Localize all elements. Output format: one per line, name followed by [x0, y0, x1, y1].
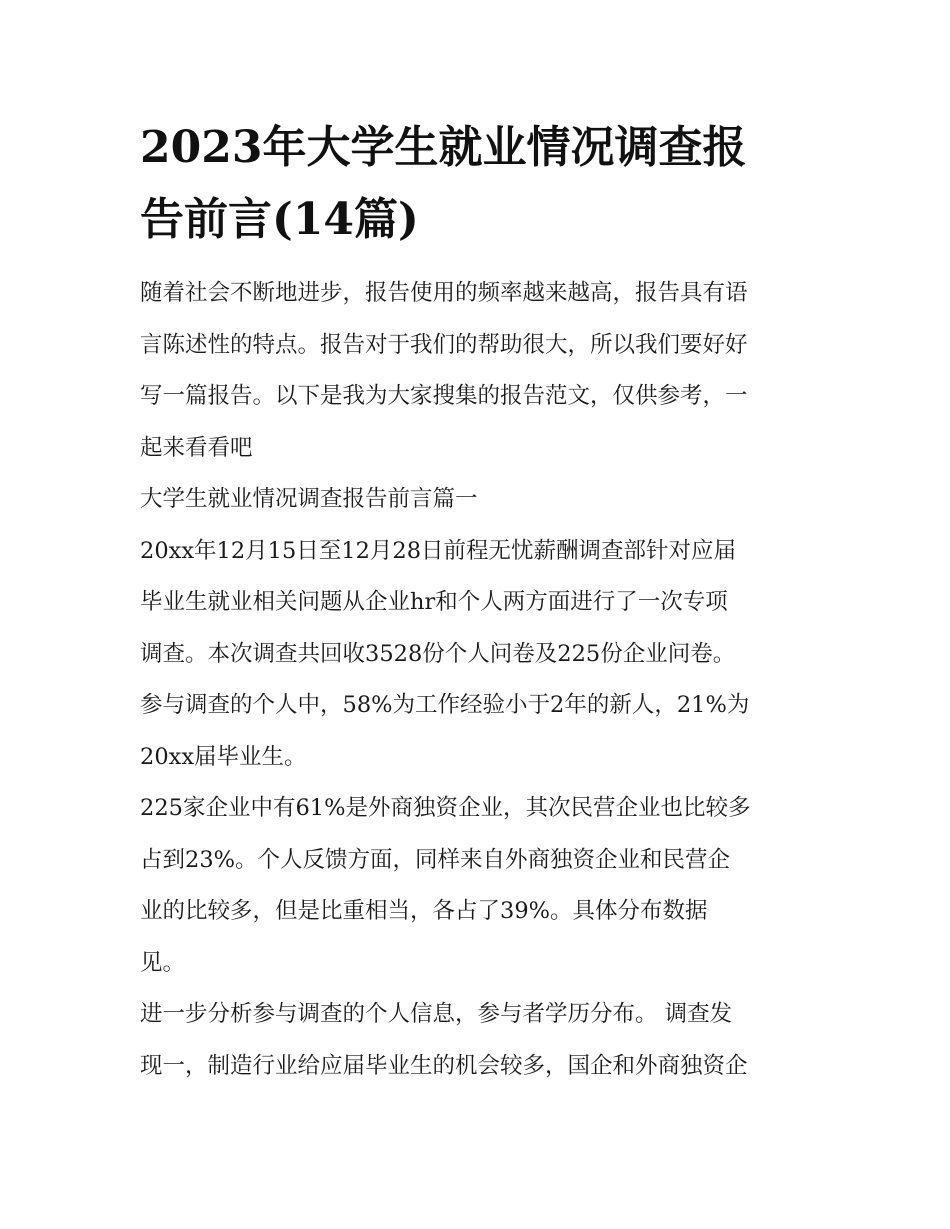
text-line: 占到23%。个人反馈方面，同样来自外商独资企业和民营企 — [140, 846, 731, 873]
paragraph-analysis — [140, 989, 816, 1092]
text-line: 进一步分析参与调查的个人信息，参与者学历分布。 调查发 — [140, 1001, 733, 1027]
text-line: 参与调查的个人中，58%为工作经验小于2年的新人，21%为 — [140, 692, 750, 718]
title-line: 2023年大学生就业情况调查报 — [140, 122, 747, 173]
text-line: 大学生就业情况调查报告前言篇一 — [140, 486, 478, 512]
text-line: 毕业生就业相关问题从企业hr和个人两方面进行了一次专项 — [140, 589, 728, 615]
document-content — [140, 112, 816, 1092]
text-line: 业的比较多，但是比重相当，各占了39%。具体分布数据 — [140, 898, 708, 924]
text-line: 见。 — [140, 949, 186, 976]
text-line: 随着社会不断地进步，报告使用的频率越来越高，报告具有语 — [140, 280, 748, 306]
text-line: 现一，制造行业给应届毕业生的机会较多，国企和外商独资企 — [140, 1052, 748, 1079]
text-line: 20xx年12月15日至12月28日前程无忧薪酬调查部针对应届 — [140, 537, 737, 564]
title-line: 告前言(14篇) — [140, 194, 419, 245]
document-body — [140, 268, 816, 1092]
text-line: 言陈述性的特点。报告对于我们的帮助很大，所以我们要好好 — [140, 331, 748, 358]
text-line: 调查。本次调查共回收3528份个人问卷及225份企业问卷。 — [140, 640, 736, 667]
text-line: 起来看看吧 — [140, 434, 253, 461]
text-line: 20xx届毕业生。 — [140, 743, 307, 770]
paragraph-intro — [140, 268, 816, 474]
document-title — [140, 112, 816, 256]
text-line: 写一篇报告。以下是我为大家搜集的报告范文，仅供参考，一 — [140, 383, 748, 409]
section-heading — [140, 474, 816, 526]
text-line: 225家企业中有61%是外商独资企业，其次民营企业也比较多 — [140, 795, 751, 821]
paragraph-enterprises — [140, 783, 816, 989]
paragraph-survey — [140, 526, 816, 784]
